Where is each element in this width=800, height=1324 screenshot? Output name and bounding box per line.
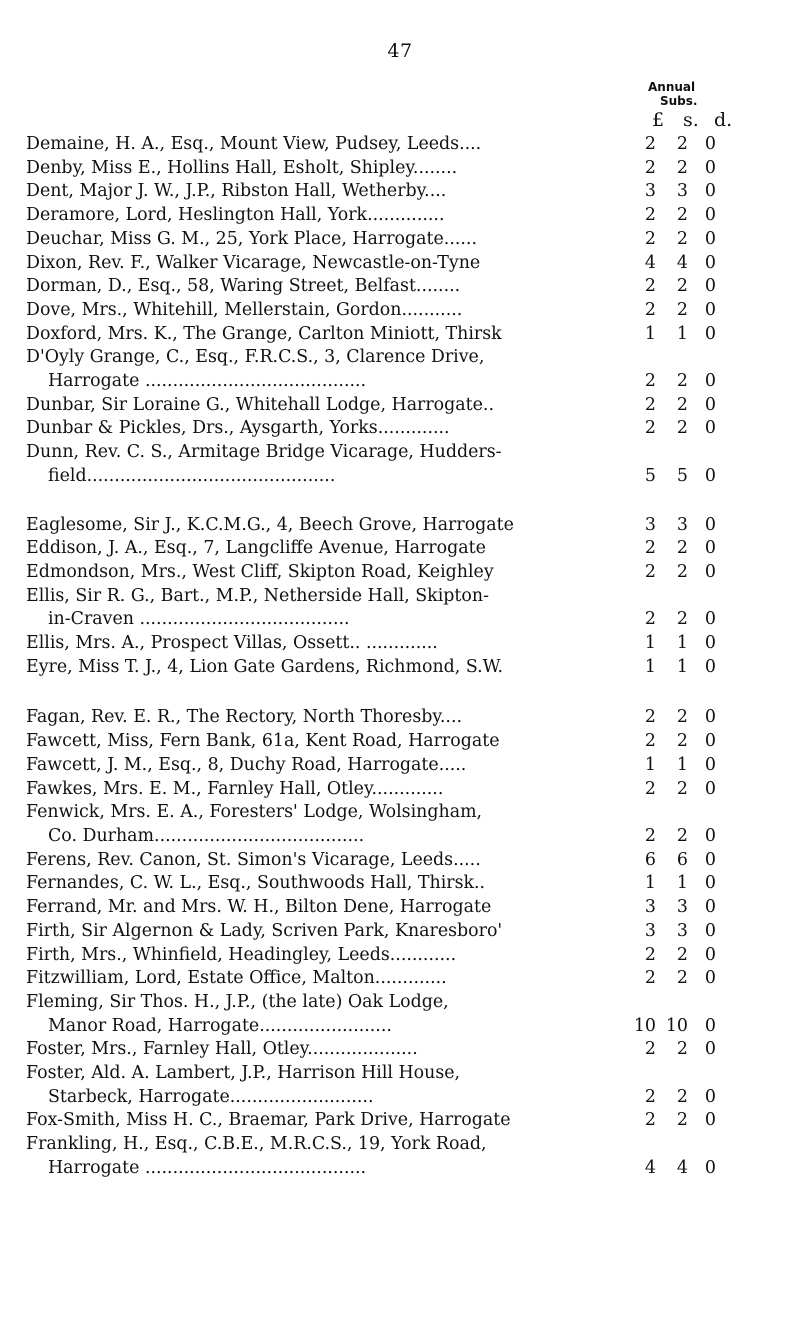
entry-continuation: Harrogate ........................................ [48,371,367,392]
entry-name: Deramore, Lord, Heslington Hall, York.............. [26,205,445,226]
entry-amount [630,252,796,276]
amount-pounds: 6 [644,849,656,870]
list-item [26,1062,796,1109]
list-item [26,537,796,561]
list-item [26,323,796,347]
column-header-line1: Annual [648,80,696,94]
entry-name: Fenwick, Mrs. E. A., Foresters' Lodge, Wolsingham, [26,802,483,823]
amount-pence: 0 [704,394,716,415]
entry-amount [630,465,796,489]
entry-name: Eddison, J. A., Esq., 7, Langcliffe Avenue, Harrogate [26,538,486,559]
entry-amount [630,967,796,991]
amount-shillings: 1 [676,873,688,894]
entry-amount [630,754,796,778]
amount-pounds: 2 [644,707,656,728]
entry-amount [630,872,796,896]
entry-name: Ferens, Rev. Canon, St. Simon's Vicarage, Leeds..... [26,849,481,870]
amount-pounds: 3 [644,920,656,941]
entry-name: Fawkes, Mrs. E. M., Farnley Hall, Otley............. [26,778,444,799]
entry-amount [630,275,796,299]
amount-shillings: 2 [676,157,688,178]
amount-shillings: 2 [676,1039,688,1060]
entry-amount [630,1086,796,1110]
list-item [26,991,796,1038]
entry-name: Fox-Smith, Miss H. C., Braemar, Park Drive, Harrogate [26,1110,511,1131]
entry-name: Dove, Mrs., Whitehill, Mellerstain, Gordon........... [26,299,463,320]
amount-shillings: 2 [676,371,688,392]
amount-pounds: 2 [644,561,656,582]
entry-name: Doxford, Mrs. K., The Grange, Carlton Miniott, Thirsk [26,323,502,344]
entry-amount [630,825,796,849]
amount-pounds: 4 [644,252,656,273]
amount-pence: 0 [704,181,716,202]
entry-amount [630,180,796,204]
amount-pence: 0 [704,157,716,178]
amount-pence: 0 [704,968,716,989]
currency-units-row [630,109,780,131]
entry-name: Dunbar & Pickles, Drs., Aysgarth, Yorks............. [26,418,450,439]
list-item [26,656,796,680]
list-item [26,252,796,276]
amount-shillings: 1 [676,323,688,344]
amount-pence: 0 [704,1110,716,1131]
entry-name: Deuchar, Miss G. M., 25, York Place, Harrogate...... [26,228,477,249]
list-section [26,706,796,1180]
entry-amount [630,896,796,920]
entry-amount [630,417,796,441]
amount-pence: 0 [704,849,716,870]
amount-pence: 0 [704,465,716,486]
entry-name: Foster, Mrs., Farnley Hall, Otley.................... [26,1039,418,1060]
amount-shillings: 2 [676,276,688,297]
list-item [26,346,796,393]
entry-name: Demaine, H. A., Esq., Mount View, Pudsey, Leeds.... [26,134,482,154]
list-item [26,944,796,968]
amount-pounds: 2 [644,134,656,154]
entry-amount [630,1157,796,1181]
entry-amount [630,157,796,181]
entry-name: Frankling, H., Esq., C.B.E., M.R.C.S., 19, York Road, [26,1134,487,1155]
entry-name: Dorman, D., Esq., 58, Waring Street, Belfast........ [26,276,461,297]
list-item [26,417,796,441]
amount-pence: 0 [704,633,716,654]
entry-name: Ellis, Sir R. G., Bart., M.P., Netherside Hall, Skipton- [26,585,489,606]
amount-shillings: 1 [676,754,688,775]
amount-shillings: 2 [676,561,688,582]
amount-pence: 0 [704,134,716,154]
list-item [26,180,796,204]
amount-pence: 0 [704,1086,716,1107]
amount-pounds: 2 [644,778,656,799]
amount-shillings: 2 [676,944,688,965]
entry-amount [630,944,796,968]
amount-pence: 0 [704,561,716,582]
entry-name: D'Oyly Grange, C., Esq., F.R.C.S., 3, Clarence Drive, [26,347,485,368]
amount-pounds: 2 [644,968,656,989]
entry-continuation: Manor Road, Harrogate........................ [48,1015,392,1036]
entry-amount [630,1109,796,1133]
amount-pounds: 2 [644,731,656,752]
pence-unit: d. [714,109,733,131]
amount-shillings: 2 [676,299,688,320]
amount-pounds: 1 [644,656,656,677]
entry-amount [630,1015,796,1039]
amount-pence: 0 [704,418,716,439]
list-item [26,920,796,944]
amount-pence: 0 [704,873,716,894]
entry-continuation: Starbeck, Harrogate.......................... [48,1086,374,1107]
amount-shillings: 2 [676,228,688,249]
amount-pence: 0 [704,825,716,846]
shillings-unit: s. [683,109,699,131]
entry-amount [630,204,796,228]
entry-name: Foster, Ald. A. Lambert, J.P., Harrison Hill House, [26,1063,461,1084]
list-item [26,778,796,802]
amount-shillings: 2 [676,1110,688,1131]
list-item [26,1109,796,1133]
entry-name: Fleming, Sir Thos. H., J.P., (the late) Oak Lodge, [26,991,449,1012]
entry-amount [630,514,796,538]
list-item [26,1038,796,1062]
entry-amount [630,299,796,323]
amount-pounds: 2 [644,276,656,297]
amount-pence: 0 [704,514,716,535]
list-item [26,967,796,991]
amount-shillings: 2 [676,418,688,439]
amount-pounds: 1 [644,754,656,775]
entry-name: Ellis, Mrs. A., Prospect Villas, Ossett.. ............. [26,633,438,654]
amount-pounds: 2 [644,1086,656,1107]
amount-pence: 0 [704,944,716,965]
amount-pence: 0 [704,299,716,320]
entry-name: Fernandes, C. W. L., Esq., Southwoods Hall, Thirsk.. [26,873,486,894]
list-item [26,561,796,585]
page-number: 47 [387,40,413,62]
amount-pence: 0 [704,371,716,392]
amount-pounds: 2 [644,944,656,965]
amount-pounds: 4 [644,1157,656,1178]
list-section [26,514,796,680]
entry-amount [630,608,796,632]
amount-pounds: 2 [644,371,656,392]
amount-pounds: 2 [644,228,656,249]
list-item [26,228,796,252]
amount-shillings: 2 [676,825,688,846]
amount-pounds: 2 [644,394,656,415]
amount-pounds: 1 [644,323,656,344]
amount-pence: 0 [704,1015,716,1036]
amount-pence: 0 [704,538,716,559]
amount-pence: 0 [704,323,716,344]
list-item [26,157,796,181]
entry-amount [630,778,796,802]
column-header [640,80,770,108]
entry-amount [630,370,796,394]
list-item [26,514,796,538]
entry-name: Eyre, Miss T. J., 4, Lion Gate Gardens, Richmond, S.W. [26,656,504,677]
entry-amount [630,849,796,873]
amount-shillings: 4 [676,1157,688,1178]
amount-pounds: 3 [644,897,656,918]
amount-pounds: 2 [644,825,656,846]
amount-shillings: 5 [676,465,688,486]
entry-amount [630,228,796,252]
entry-amount [630,1038,796,1062]
list-item [26,299,796,323]
amount-shillings: 2 [676,538,688,559]
amount-shillings: 10 [665,1015,688,1036]
pounds-unit: £ [652,109,665,131]
amount-shillings: 6 [676,849,688,870]
amount-pence: 0 [704,754,716,775]
amount-pence: 0 [704,920,716,941]
amount-pence: 0 [704,731,716,752]
list-item [26,1133,796,1180]
entry-name: Firth, Mrs., Whinfield, Headingley, Leeds............ [26,944,457,965]
list-item [26,896,796,920]
entry-amount [630,323,796,347]
list-item [26,394,796,418]
amount-shillings: 2 [676,968,688,989]
amount-shillings: 3 [676,181,688,202]
amount-pence: 0 [704,656,716,677]
amount-pounds: 3 [644,181,656,202]
list-item [26,801,796,848]
list-item [26,275,796,299]
amount-pounds: 2 [644,205,656,226]
entry-name: Fagan, Rev. E. R., The Rectory, North Thoresby.... [26,707,463,728]
amount-pounds: 2 [644,418,656,439]
entry-name: Firth, Sir Algernon & Lady, Scriven Park, Knaresboro' [26,920,503,941]
amount-pounds: 2 [644,538,656,559]
amount-shillings: 1 [676,656,688,677]
amount-shillings: 3 [676,514,688,535]
list-item [26,872,796,896]
entry-continuation: Co. Durham...................................... [48,825,365,846]
entry-amount [630,133,796,157]
subscriber-list [26,133,796,1181]
list-item [26,706,796,730]
amount-shillings: 3 [676,920,688,941]
amount-pounds: 2 [644,1110,656,1131]
list-item [26,585,796,632]
amount-shillings: 2 [676,609,688,630]
amount-shillings: 4 [676,252,688,273]
amount-shillings: 2 [676,134,688,154]
list-item [26,849,796,873]
amount-pence: 0 [704,778,716,799]
list-item [26,754,796,778]
entry-name: Dent, Major J. W., J.P., Ribston Hall, Wetherby.... [26,181,447,202]
amount-pence: 0 [704,897,716,918]
amount-pounds: 1 [644,633,656,654]
amount-pence: 0 [704,1039,716,1060]
entry-amount [630,730,796,754]
amount-shillings: 1 [676,633,688,654]
entry-amount [630,537,796,561]
list-item [26,204,796,228]
entry-name: Edmondson, Mrs., West Cliff, Skipton Road, Keighley [26,561,494,582]
list-item [26,441,796,488]
amount-shillings: 3 [676,897,688,918]
amount-pounds: 2 [644,157,656,178]
entry-name: Dunbar, Sir Loraine G., Whitehall Lodge, Harrogate.. [26,394,494,415]
section-gap [26,489,796,514]
entry-name: Dunn, Rev. C. S., Armitage Bridge Vicarage, Hudders- [26,442,502,463]
list-section [26,133,796,489]
entry-name: Fawcett, J. M., Esq., 8, Duchy Road, Harrogate..... [26,754,467,775]
entry-continuation: field............................................. [48,465,336,486]
entry-name: Fawcett, Miss, Fern Bank, 61a, Kent Road, Harrogate [26,731,500,752]
entry-amount [630,561,796,585]
entry-name: Eaglesome, Sir J., K.C.M.G., 4, Beech Grove, Harrogate [26,514,514,535]
list-item [26,133,796,157]
entry-name: Fitzwilliam, Lord, Estate Office, Malton............. [26,968,447,989]
entry-amount [630,656,796,680]
amount-pence: 0 [704,252,716,273]
entry-name: Denby, Miss E., Hollins Hall, Esholt, Shipley........ [26,157,458,178]
list-item [26,632,796,656]
amount-shillings: 2 [676,205,688,226]
entry-continuation: Harrogate ........................................ [48,1157,367,1178]
amount-pence: 0 [704,609,716,630]
amount-pence: 0 [704,228,716,249]
amount-pounds: 5 [644,465,656,486]
amount-pounds: 2 [644,299,656,320]
amount-shillings: 2 [676,778,688,799]
entry-name: Dixon, Rev. F., Walker Vicarage, Newcastle-on-Tyne [26,252,481,273]
list-item [26,730,796,754]
section-gap [26,679,796,706]
amount-pounds: 3 [644,514,656,535]
entry-amount [630,706,796,730]
amount-pence: 0 [704,707,716,728]
entry-amount [630,394,796,418]
amount-pounds: 1 [644,873,656,894]
amount-pence: 0 [704,205,716,226]
amount-pence: 0 [704,1157,716,1178]
entry-continuation: in-Craven ...................................... [48,609,350,630]
amount-shillings: 2 [676,707,688,728]
amount-pounds: 2 [644,1039,656,1060]
amount-shillings: 2 [676,1086,688,1107]
amount-shillings: 2 [676,394,688,415]
amount-shillings: 2 [676,731,688,752]
amount-pounds: 10 [633,1015,656,1036]
amount-pounds: 2 [644,609,656,630]
entry-name: Ferrand, Mr. and Mrs. W. H., Bilton Dene, Harrogate [26,897,492,918]
entry-amount [630,632,796,656]
column-header-line2: Subs. [660,94,698,108]
entry-amount [630,920,796,944]
amount-pence: 0 [704,276,716,297]
